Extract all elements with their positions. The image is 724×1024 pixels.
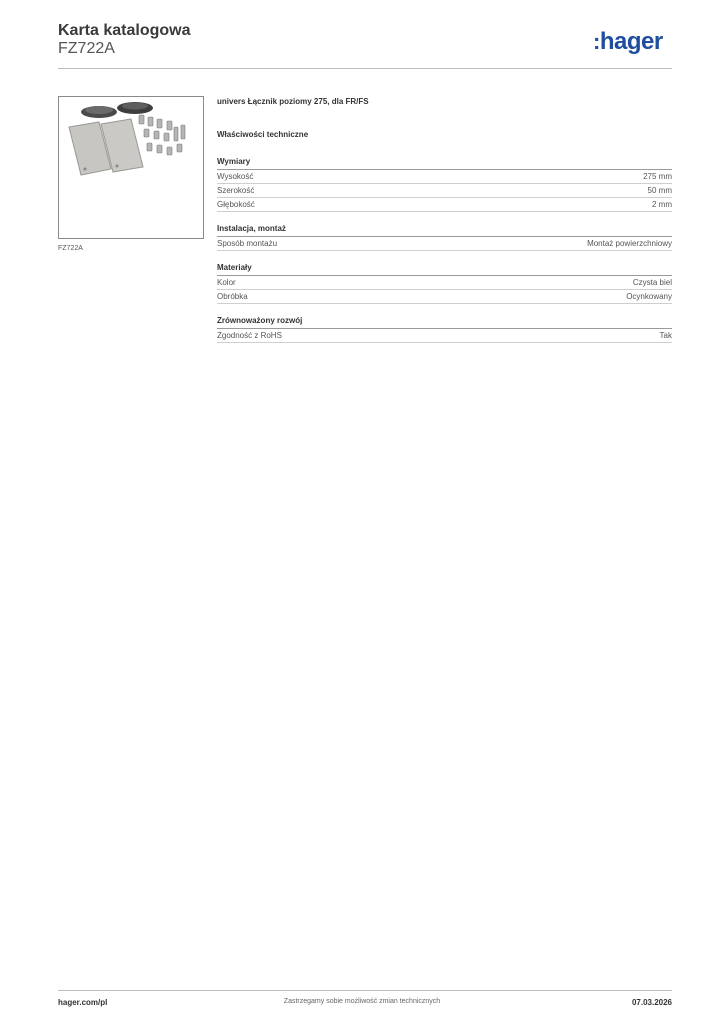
product-image [58,96,204,239]
logo-colon-icon: : [593,29,600,54]
document-title: Karta katalogowa [58,22,191,39]
product-name: univers Łącznik poziomy 275, dla FR/FS [217,97,369,106]
spec-label: Sposób montażu [217,239,278,248]
spec-value: 2 mm [652,200,672,209]
spec-label: Głębokość [217,200,255,209]
spec-value: Montaż powierzchniowy [587,239,672,248]
spec-row [217,276,672,290]
group-title: Wymiary [217,156,672,170]
spec-content [217,96,672,343]
footer-divider [58,990,672,991]
spec-group-sustainability [217,315,672,343]
section-title-technical: Właściwości techniczne [217,130,309,139]
spec-group-installation [217,223,672,251]
spec-row [217,290,672,304]
spec-group-dimensions [217,156,672,212]
hager-logo[interactable] [593,28,663,56]
spec-value: Tak [659,331,672,340]
logo-text: hager [599,28,663,55]
header-divider [58,68,672,69]
spec-label: Obróbka [217,292,248,301]
product-image-caption: FZ722A [58,245,83,252]
footer-website-link[interactable]: hager.com/pl [58,998,108,1007]
spec-row [217,329,672,343]
spec-row [217,198,672,212]
spec-label: Kolor [217,278,236,287]
group-title: Zrównoważony rozwój [217,315,672,329]
footer-disclaimer: Zastrzegamy sobie możliwość zmian technicznych [283,998,441,1005]
spec-label: Zgodność z RoHS [217,331,282,340]
footer-date: 07.03.2026 [631,998,672,1007]
product-code: FZ722A [58,40,115,57]
spec-value: 275 mm [643,172,672,181]
spec-row [217,170,672,184]
spec-row [217,184,672,198]
spec-row [217,237,672,251]
spec-label: Szerokość [217,186,255,195]
spec-label: Wysokość [217,172,254,181]
spec-value: Ocynkowany [626,292,672,301]
group-title: Instalacja, montaż [217,223,672,237]
group-title: Materiały [217,262,672,276]
product-illustration [59,97,203,238]
spec-value: 50 mm [647,186,672,195]
spec-value: Czysta biel [632,278,672,287]
spec-group-materials [217,262,672,304]
